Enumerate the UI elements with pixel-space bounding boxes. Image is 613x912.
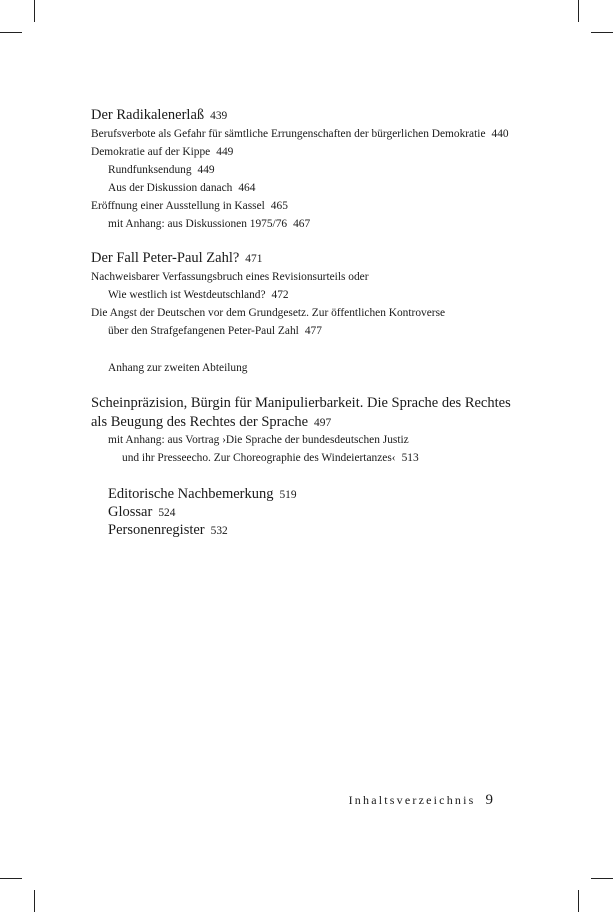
toc-entry: mit Anhang: aus Vortrag ›Die Sprache der bundesdeutschen Justiz: [108, 434, 409, 446]
crop-mark: [591, 878, 613, 879]
toc-entry: Berufsverbote als Gefahr für sämtliche Errungenschaften der bürgerlichen Demokratie 440: [91, 128, 509, 140]
crop-mark: [34, 0, 35, 22]
toc-entry: über den Strafgefangenen Peter-Paul Zahl 477: [108, 325, 322, 337]
toc-entry: Scheinpräzision, Bürgin für Manipulierbarkeit. Die Sprache des Rechtes: [91, 395, 511, 411]
toc-entry: Der Radikalenerlaß 439: [91, 107, 228, 123]
toc-entry: Aus der Diskussion danach 464: [108, 182, 256, 194]
toc-entry: Anhang zur zweiten Abteilung: [108, 362, 248, 374]
toc-entry: Editorische Nachbemerkung 519: [108, 486, 297, 502]
toc-entry: Nachweisbarer Verfassungsbruch eines Revisionsurteils oder: [91, 271, 369, 283]
crop-mark: [34, 890, 35, 912]
toc-entry: Rundfunksendung 449: [108, 164, 215, 176]
crop-mark: [0, 878, 22, 879]
toc-entry: Personenregister 532: [108, 522, 228, 538]
toc-entry: und ihr Presseecho. Zur Choreographie des Windeiertanzes‹ 513: [122, 452, 419, 464]
page-footer: [349, 792, 493, 809]
crop-mark: [578, 0, 579, 22]
toc-entry: Eröffnung einer Ausstellung in Kassel 465: [91, 200, 288, 212]
toc-entry: Die Angst der Deutschen vor dem Grundgesetz. Zur öffentlichen Kontroverse: [91, 307, 446, 319]
crop-mark: [591, 32, 613, 33]
crop-mark: [0, 32, 22, 33]
toc-entry: mit Anhang: aus Diskussionen 1975/76 467: [108, 218, 311, 230]
toc-entry: als Beugung des Rechtes der Sprache 497: [91, 414, 332, 430]
page-number: 9: [485, 792, 493, 808]
toc-entry: Wie westlich ist Westdeutschland? 472: [108, 289, 289, 301]
toc-entry: Demokratie auf der Kippe 449: [91, 146, 234, 158]
crop-mark: [578, 890, 579, 912]
running-title: Inhaltsverzeichnis: [348, 793, 476, 807]
toc-entry: Der Fall Peter-Paul Zahl? 471: [91, 250, 263, 266]
toc-entry: Glossar 524: [108, 504, 176, 520]
